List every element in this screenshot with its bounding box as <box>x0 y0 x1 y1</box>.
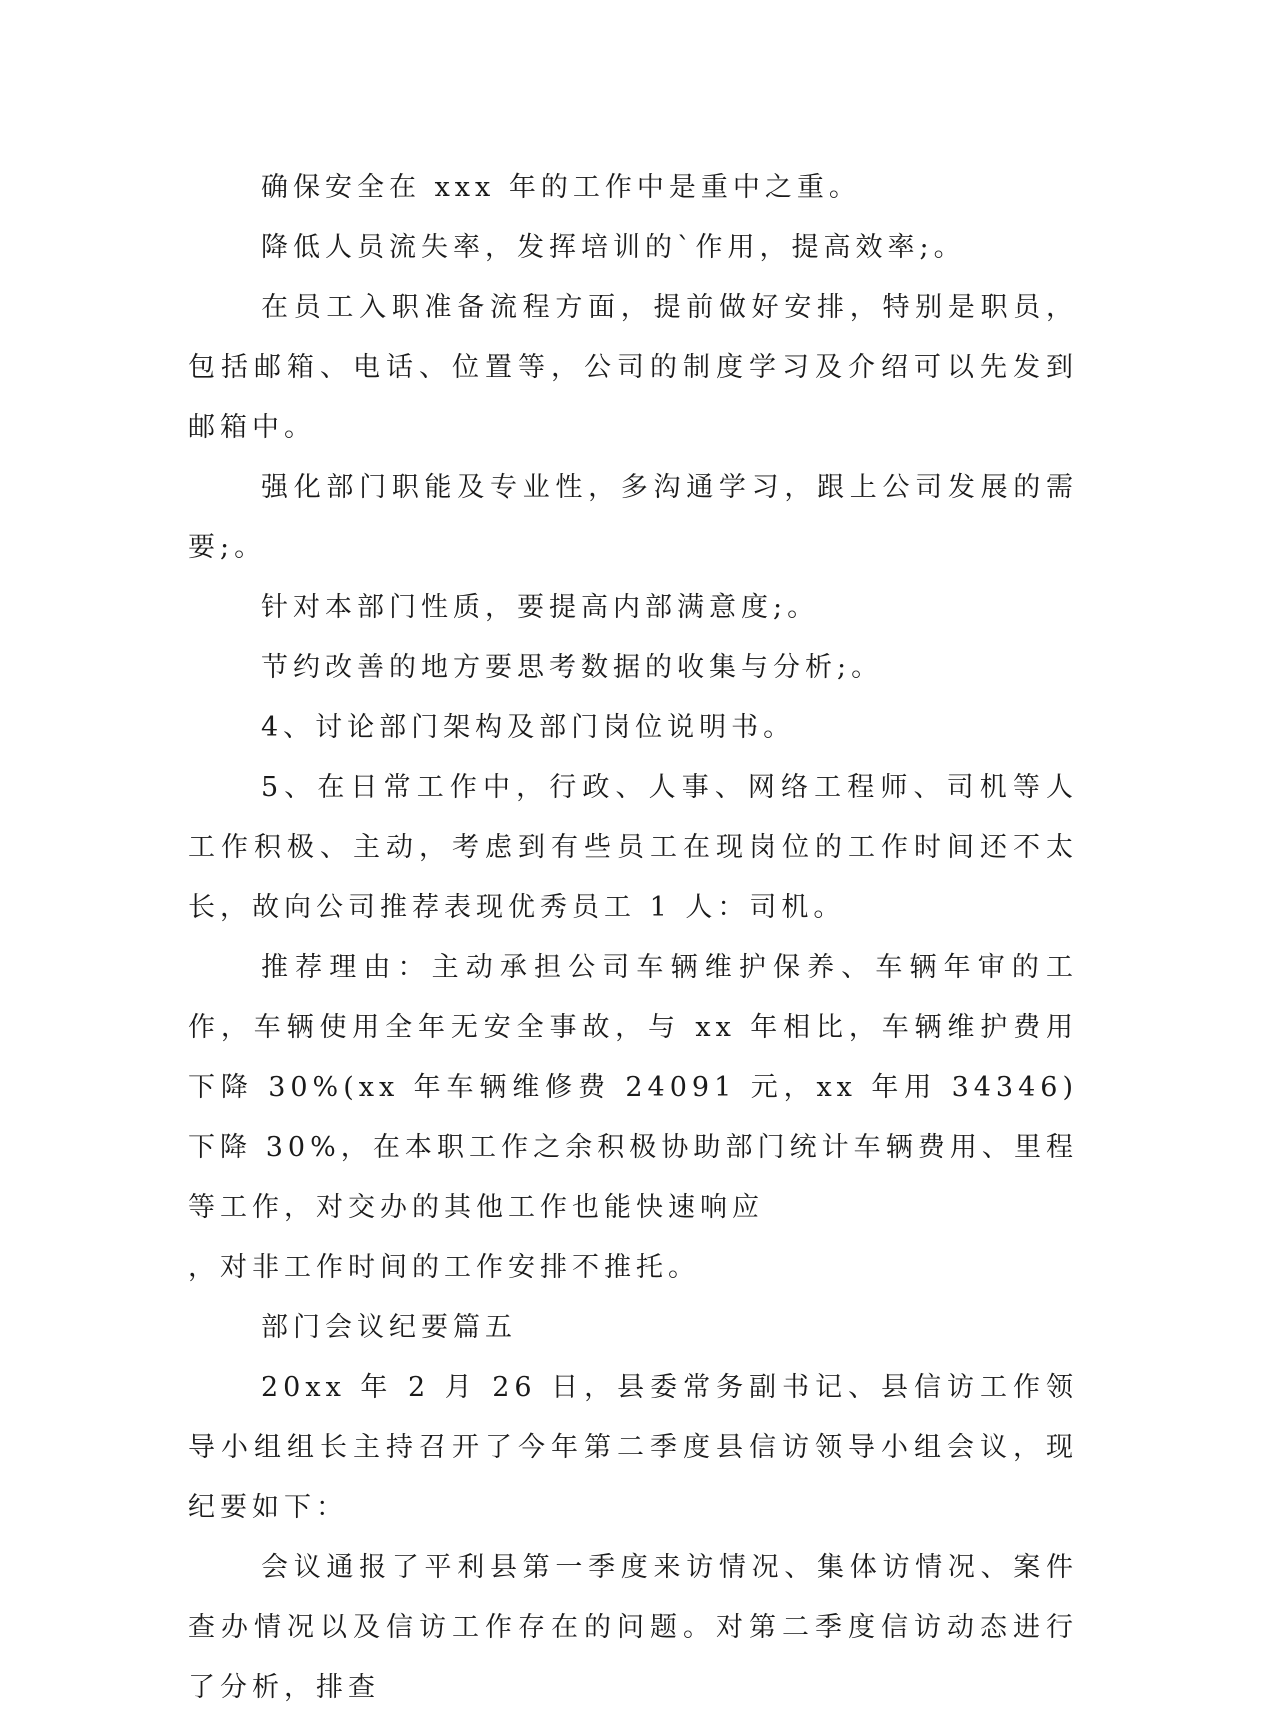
paragraph: 确保安全在 xxx 年的工作中是重中之重。 <box>261 172 861 203</box>
paragraph: 推荐理由：主动承担公司车辆维护保养、车辆年审的工作，车辆使用全年无安全事故，与 xx 年相比，车辆维护费用下降 30%(xx 年车辆维修费 24091 元，xx 年用 34346)下降 30%，在本职工作之余积极协助部门统计车辆费用、里程等工作，对交办的其他工作也能快速响应 <box>188 952 1078 1223</box>
paragraph: 在员工入职准备流程方面，提前做好安排，特别是职员，包括邮箱、电话、位置等，公司的制度学习及介绍可以先发到邮箱中。 <box>188 292 1078 443</box>
paragraph: 会议通报了平利县第一季度来访情况、集体访情况、案件查办情况以及信访工作存在的问题。对第二季度信访动态进行了分析，排查 <box>188 1552 1078 1703</box>
paragraph: 节约改善的地方要思考数据的收集与分析;。 <box>261 652 884 683</box>
paragraph: 针对本部门性质，要提高内部满意度;。 <box>261 592 820 623</box>
paragraph-continuation: ，对非工作时间的工作安排不推托。 <box>188 1252 700 1283</box>
paragraph: 降低人员流失率，发挥培训的`作用，提高效率;。 <box>261 232 966 263</box>
paragraph: 5、在日常工作中，行政、人事、网络工程师、司机等人工作积极、主动，考虑到有些员工在现岗位的工作时间还不太长，故向公司推荐表现优秀员工 1 人：司机。 <box>188 772 1078 923</box>
document-body <box>188 158 1078 1718</box>
paragraph: 4、讨论部门架构及部门岗位说明书。 <box>261 712 796 743</box>
paragraph: 20xx 年 2 月 26 日，县委常务副书记、县信访工作领导小组组长主持召开了今年第二季度县信访领导小组会议，现纪要如下： <box>188 1372 1078 1523</box>
section-heading: 部门会议纪要篇五 <box>261 1312 517 1343</box>
paragraph: 强化部门职能及专业性，多沟通学习，跟上公司发展的需要;。 <box>188 472 1078 563</box>
